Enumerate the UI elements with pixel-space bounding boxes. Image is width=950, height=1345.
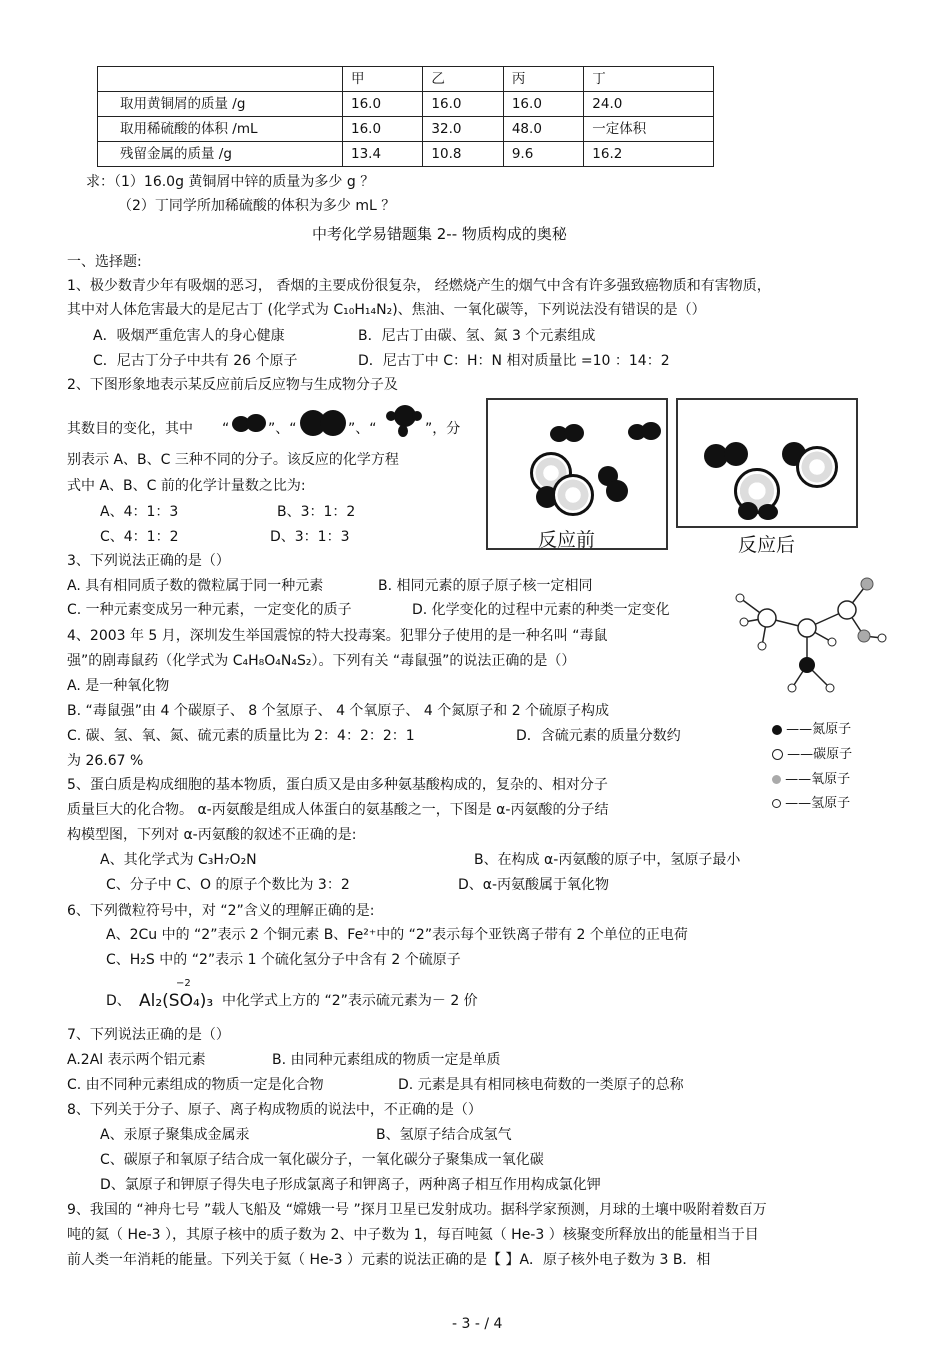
reaction-before-label: 反应前 (538, 529, 596, 551)
q2-option-c: C、4：1：2 (100, 529, 179, 545)
q8-line1: 8、下列关于分子、原子、离子构成物质的说法中，不正确的是（） (67, 1102, 482, 1118)
legend-label: ——氢原子 (785, 796, 851, 811)
carbon-atom-icon (758, 609, 776, 627)
table-header-cell: 乙 (423, 67, 503, 92)
table-cell: 10.8 (423, 142, 503, 167)
q1-option-a: A．吸烟严重危害人的身心健康 (93, 328, 285, 344)
table-cell: 16.0 (343, 117, 423, 142)
legend-label: ——碳原子 (787, 747, 853, 762)
table-cell: 16.0 (343, 92, 423, 117)
q8-option-a: A、汞原子聚集成金属汞 (100, 1127, 250, 1143)
legend-hydrogen (772, 792, 850, 811)
reaction-after-label: 反应后 (738, 534, 796, 556)
hydrogen-atom-icon (736, 594, 744, 602)
q2-quote-open: “ (222, 421, 230, 437)
q2-option-d: D、3：1：3 (270, 529, 350, 545)
q8-option-b: B、氢原子结合成氢气 (376, 1127, 512, 1143)
q1-line1: 1、极少数青少年有吸烟的恶习， 香烟的主要成份很复杂， 经燃烧产生的烟气中含有许多强致癌物质和有害物质， (67, 278, 771, 294)
hydrogen-atom-icon (758, 642, 766, 650)
q6-charge-label: −2 (176, 978, 191, 989)
table-header-cell (98, 67, 343, 92)
q4-line2: 强”的剧毒鼠药（化学式为 C₄H₈O₄N₄S₂）。下列有关 “毒鼠强”的说法正确的是（） (67, 653, 576, 669)
q7-option-b: B. 由同种元素组成的物质一定是单质 (272, 1052, 501, 1068)
q6-option-c: C、H₂S 中的 “2”表示 1 个硫化氢分子中含有 2 个硫原子 (106, 952, 461, 968)
q6-option-d-text: 中化学式上方的 “2”表示硫元素为－ 2 价 (222, 993, 478, 1009)
q4-option-c: C. 碳、氢、氧、氮、硫元素的质量比为 2：4：2：2：1 (67, 728, 415, 744)
q2-quote-sep-2: ”、“ (348, 421, 377, 437)
table-cell: 取用稀硫酸的体积 /mL (98, 117, 343, 142)
section-title: 中考化学易错题集 2-- 物质构成的奥秘 (312, 225, 567, 243)
q5-option-d: D、α-丙氨酸属于氧化物 (458, 877, 610, 893)
q5-option-c: C、分子中 C、O 的原子个数比为 3：2 (106, 877, 350, 893)
q4-option-a: A. 是一种氧化物 (67, 678, 170, 694)
q5-line1: 5、蛋白质是构成细胞的基本物质，蛋白质又是由多种氨基酸构成的，复杂的、相对分子 (67, 777, 608, 793)
table-cell: 24.0 (584, 92, 714, 117)
oxygen-atom-icon (858, 630, 870, 642)
legend-nitrogen (772, 718, 851, 737)
nitrogen-atom-icon (772, 725, 782, 735)
results-table (97, 66, 714, 167)
q4-option-b: B. “毒鼠强”由 4 个碳原子、 8 个氢原子、 4 个氧原子、 4 个氮原子和 2 个硫原子构成 (67, 703, 610, 719)
q1-option-c: C．尼古丁分子中共有 26 个原子 (93, 353, 298, 369)
table-cell: 16.2 (584, 142, 714, 167)
q3-line1: 3、下列说法正确的是（） (67, 553, 230, 569)
oxygen-atom-icon (861, 578, 873, 590)
q7-line1: 7、下列说法正确的是（） (67, 1027, 230, 1043)
table-row (98, 117, 714, 142)
hydrogen-atom-icon (772, 799, 781, 808)
table-row (98, 142, 714, 167)
q7-option-c: C. 由不同种元素组成的物质一定是化合物 (67, 1077, 324, 1093)
molecule-a-icon (232, 414, 266, 432)
hydrogen-atom-icon (826, 684, 834, 692)
q2-line3: 别表示 A、B、C 三种不同的分子。该反应的化学方程 (67, 452, 399, 468)
table-cell: 9.6 (503, 142, 583, 167)
q3-option-b: B. 相同元素的原子原子核一定相同 (378, 578, 593, 594)
q5-option-a: A、其化学式为 C₃H₇O₂N (100, 852, 257, 868)
table-cell: 16.0 (423, 92, 503, 117)
table-cell: 残留金属的质量 /g (98, 142, 343, 167)
q3-option-d: D. 化学变化的过程中元素的种类一定变化 (412, 602, 670, 618)
q2-quote-sep-1: ”、“ (268, 421, 297, 437)
part-heading: 一、选择题: (67, 254, 142, 270)
q2-line4: 式中 A、B、C 前的化学计量数之比为: (67, 478, 306, 494)
nitrogen-atom-icon (799, 657, 815, 673)
table-cell: 16.0 (503, 92, 583, 117)
table-header-row (98, 67, 714, 92)
q4-option-d-cont: 为 26.67 % (67, 753, 144, 769)
carbon-atom-icon (838, 601, 856, 619)
legend-label: ——氧原子 (785, 772, 851, 787)
hydrogen-atom-icon (788, 684, 796, 692)
molecule-c-icon (386, 405, 420, 437)
legend-oxygen (772, 768, 850, 787)
q5-option-b: B、在构成 α-丙氨酸的原子中，氢原子最小 (474, 852, 741, 868)
q5-line2: 质量巨大的化合物。 α-丙氨酸是组成人体蛋白的氨基酸之一，下图是 α-丙氨酸的分子结 (67, 802, 609, 818)
q9-line3: 前人类一年消耗的能量。下列关于氦（ He-3 ）元素的说法正确的是【 】A．原子核外电子数为 3 B．相 (67, 1252, 711, 1268)
hydrogen-atom-icon (878, 634, 886, 642)
table-cell: 48.0 (503, 117, 583, 142)
table-cell: 一定体积 (584, 117, 714, 142)
carbon-atom-icon (798, 619, 816, 637)
table-header-cell: 丙 (503, 67, 583, 92)
q1-option-d: D．尼古丁中 C：H：N 相对质量比 =10 ：14：2 (358, 353, 670, 369)
q4-line1: 4、2003 年 5 月，深圳发生举国震惊的特大投毒案。犯罪分子使用的是一种名叫 “毒鼠 (67, 628, 608, 644)
table-header-cell: 甲 (343, 67, 423, 92)
legend-carbon (772, 743, 852, 762)
alanine-molecule-model (732, 570, 902, 700)
q5-line3: 构模型图，下列对 α-丙氨酸的叙述不正确的是: (67, 827, 357, 843)
q2-option-b: B、3：1：2 (277, 504, 356, 520)
legend-label: ——氮原子 (786, 722, 852, 737)
hydrogen-atom-icon (828, 638, 836, 646)
q1-option-b: B．尼古丁由碳、氢、氮 3 个元素组成 (358, 328, 596, 344)
table-cell: 取用黄铜屑的质量 /g (98, 92, 343, 117)
table-cell: 13.4 (343, 142, 423, 167)
q9-line1: 9、我国的 “神舟七号 ”载人飞船及 “嫦娥一号 ”探月卫星已发射成功。据科学家预测，月球的土壤中吸附着数百万 (67, 1202, 767, 1218)
carbon-atom-icon (772, 749, 783, 760)
q2-option-a: A、4：1：3 (100, 504, 179, 520)
q9-line2: 吨的氦（ He-3 ），其原子核中的质子数为 2、中子数为 1，每百吨氦（ He-3 ）核聚变所释放出的能量相当于目 (67, 1227, 759, 1243)
molecule-b-icon (300, 410, 346, 436)
q7-option-a: A.2Al 表示两个铝元素 (67, 1052, 206, 1068)
page-number: - 3 - / 4 (452, 1316, 503, 1332)
q2-quote-close: ”，分 (425, 421, 461, 437)
hydrogen-atom-icon (740, 618, 748, 626)
q6-formula: Al₂(SO₄)₃ (139, 991, 214, 1011)
q1-line2: 其中对人体危害最大的是尼古丁 (化学式为 C₁₀H₁₄N₂)、焦油、一氧化碳等，下列说法没有错误的是（） (67, 302, 706, 318)
q8-option-c: C、碳原子和氧原子结合成一氧化碳分子，一氧化碳分子聚集成一氧化碳 (100, 1152, 544, 1168)
table-header-cell: 丁 (584, 67, 714, 92)
table-cell: 32.0 (423, 117, 503, 142)
q6-option-a-b: A、2Cu 中的 “2”表示 2 个铜元素 B、Fe²⁺中的 “2”表示每个亚铁离子带有 2 个单位的正电荷 (106, 927, 688, 943)
q6-line1: 6、下列微粒符号中，对 “2”含义的理解正确的是: (67, 903, 375, 919)
q4-option-d: D．含硫元素的质量分数约 (516, 728, 681, 744)
ask-question-1: 求：（1）16.0g 黄铜屑中锌的质量为多少 g ？ (86, 174, 375, 190)
ask-question-2: （2）丁同学所加稀硫酸的体积为多少 mL ？ (118, 198, 396, 214)
q8-option-d: D、氯原子和钾原子得失电子形成氯离子和钾离子，两种离子相互作用构成氯化钾 (100, 1177, 601, 1193)
q3-option-a: A. 具有相同质子数的微粒属于同一种元素 (67, 578, 324, 594)
oxygen-atom-icon (772, 775, 781, 784)
q7-option-d: D. 元素是具有相同核电荷数的一类原子的总称 (398, 1077, 684, 1093)
q2-line1: 2、下图形象地表示某反应前后反应物与生成物分子及 (67, 377, 398, 393)
q2-line2a: 其数目的变化，其中 (67, 421, 193, 437)
q6-option-d-prefix: D、 (106, 993, 131, 1009)
table-row (98, 92, 714, 117)
q3-option-c: C. 一种元素变成另一种元素，一定变化的质子 (67, 602, 352, 618)
reaction-after-panel (676, 398, 858, 528)
